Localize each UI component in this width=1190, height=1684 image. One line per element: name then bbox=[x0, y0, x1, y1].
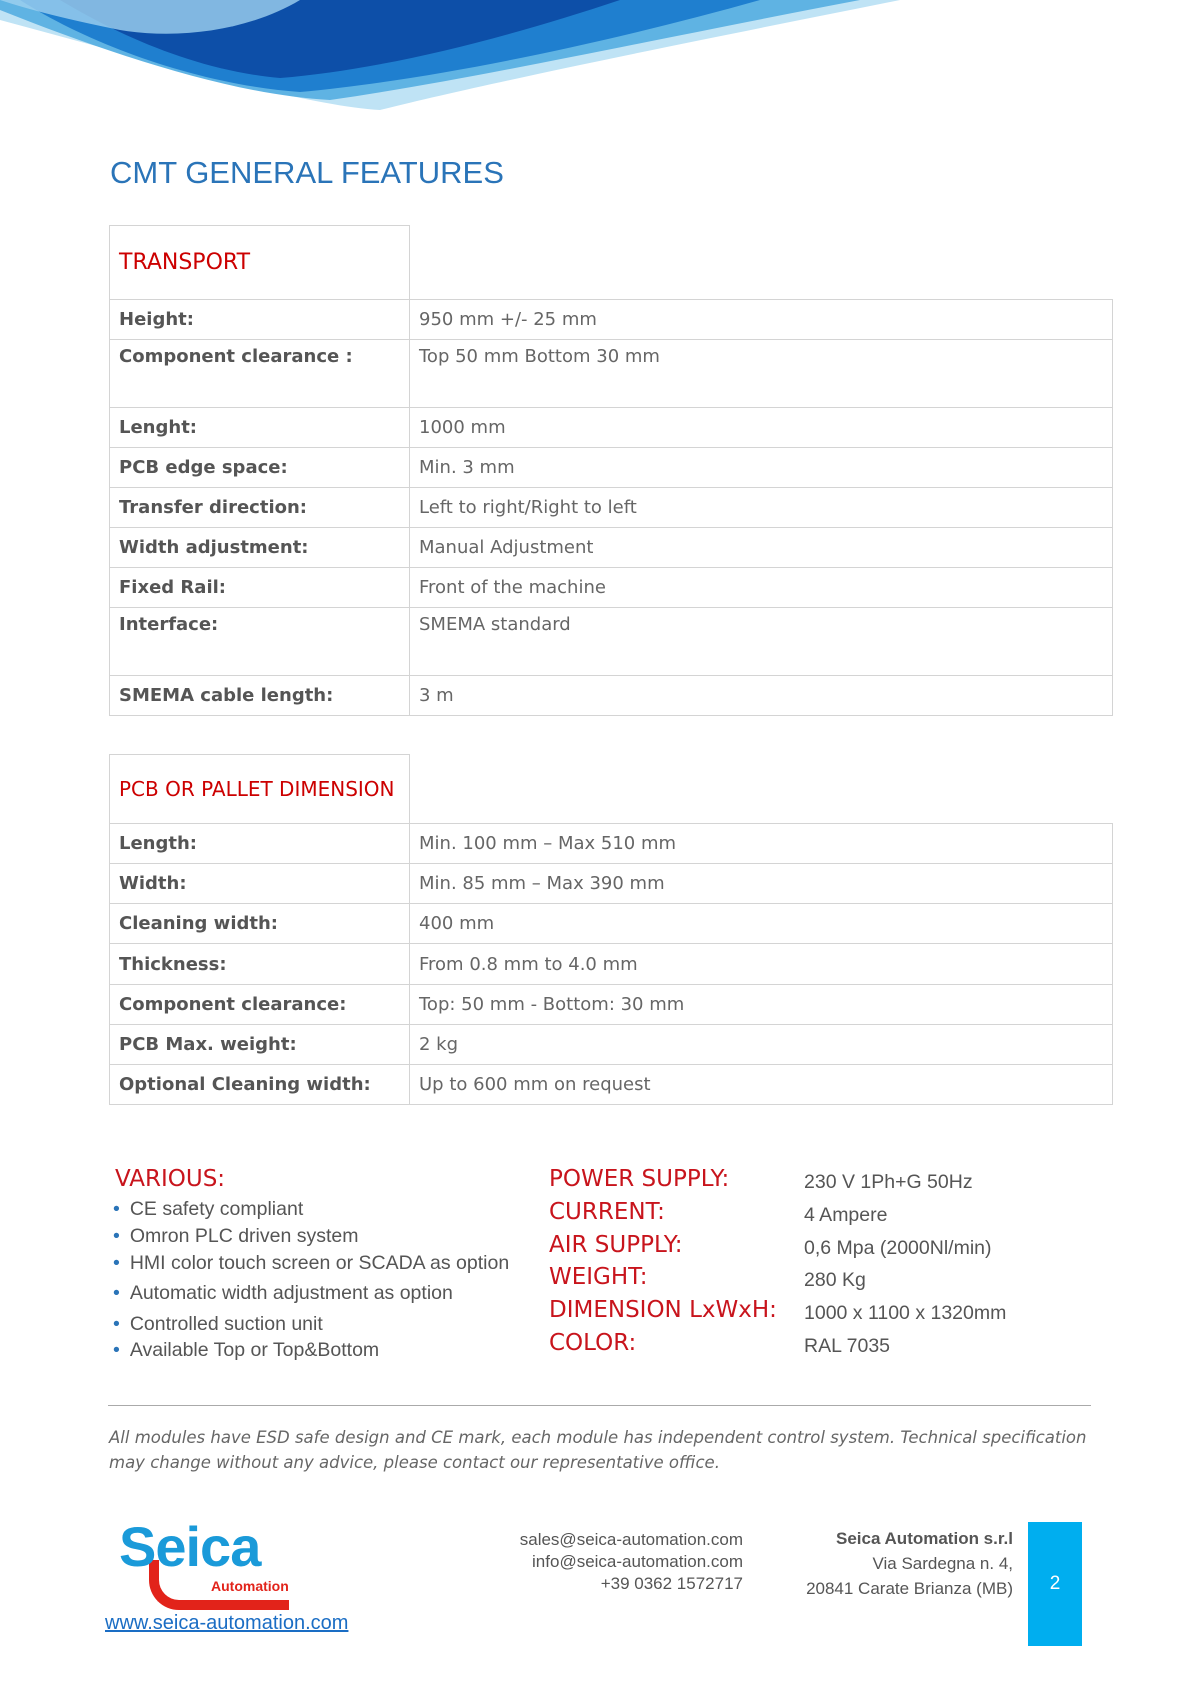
spec-label: POWER SUPPLY: bbox=[549, 1166, 730, 1192]
various-item: • CE safety compliant bbox=[113, 1198, 303, 1221]
table-row bbox=[110, 448, 1113, 488]
address-block bbox=[806, 1526, 1013, 1601]
row-value: 2 kg bbox=[410, 1025, 1113, 1065]
row-label: Component clearance : bbox=[110, 340, 410, 408]
spec-value: RAL 7035 bbox=[804, 1335, 891, 1357]
disclaimer-note: All modules have ESD safe design and CE mark, each module has independent control system. Technical specification may change without any advice, please contact our representative office. bbox=[109, 1428, 1087, 1472]
divider bbox=[108, 1405, 1091, 1406]
seica-logo: Seica Automation bbox=[119, 1520, 319, 1605]
spec-value: 230 V 1Ph+G 50Hz bbox=[804, 1171, 973, 1193]
sales-email[interactable]: sales@seica-automation.com bbox=[519, 1530, 743, 1549]
spec-label: CURRENT: bbox=[549, 1198, 665, 1225]
row-label: Component clearance: bbox=[110, 985, 410, 1025]
table-row bbox=[110, 300, 1113, 340]
table-row bbox=[110, 608, 1113, 676]
contact-block bbox=[520, 1529, 743, 1595]
row-value: Up to 600 mm on request bbox=[410, 1065, 1113, 1105]
spec-label: DIMENSION LxWxH: bbox=[549, 1297, 777, 1324]
spec-label: WEIGHT: bbox=[549, 1264, 648, 1291]
row-label: Height: bbox=[110, 300, 410, 340]
row-label: Transfer direction: bbox=[110, 488, 410, 528]
page-title: CMT GENERAL FEATURES bbox=[110, 155, 504, 190]
table-row bbox=[110, 408, 1113, 448]
table-row bbox=[110, 568, 1113, 608]
row-value: 950 mm +/- 25 mm bbox=[410, 300, 1113, 340]
row-label: PCB edge space: bbox=[110, 448, 410, 488]
spec-value: 4 Ampere bbox=[804, 1203, 888, 1226]
table-row bbox=[110, 340, 1113, 408]
table-row bbox=[110, 985, 1113, 1025]
row-label: Lenght: bbox=[110, 408, 410, 448]
table-row bbox=[110, 488, 1113, 528]
address-line: 20841 Carate Brianza (MB) bbox=[806, 1579, 1013, 1598]
table-row bbox=[110, 676, 1113, 716]
row-label: SMEMA cable length: bbox=[110, 676, 410, 716]
info-email[interactable]: info@seica-automation.com bbox=[532, 1552, 743, 1571]
spec-value: 1000 x 1100 x 1320mm bbox=[804, 1302, 1007, 1325]
various-item: • Available Top or Top&Bottom bbox=[113, 1339, 379, 1362]
phone: +39 0362 1572717 bbox=[600, 1574, 743, 1593]
table-row bbox=[110, 904, 1113, 944]
row-value: Top: 50 mm - Bottom: 30 mm bbox=[410, 985, 1113, 1025]
row-value: Min. 3 mm bbox=[410, 448, 1113, 488]
row-value: Top 50 mm Bottom 30 mm bbox=[410, 340, 1113, 408]
table-row bbox=[110, 824, 1113, 864]
table-row bbox=[110, 944, 1113, 985]
row-value: Min. 100 mm – Max 510 mm bbox=[410, 824, 1113, 864]
transport-heading: TRANSPORT bbox=[110, 226, 410, 300]
row-value: 1000 mm bbox=[410, 408, 1113, 448]
various-item: • HMI color touch screen or SCADA as option bbox=[113, 1252, 509, 1275]
row-value: Left to right/Right to left bbox=[410, 488, 1113, 528]
address-line: Via Sardegna n. 4, bbox=[872, 1554, 1013, 1573]
table-row bbox=[110, 1025, 1113, 1065]
row-label: Optional Cleaning width: bbox=[110, 1065, 410, 1105]
row-label: Interface: bbox=[110, 608, 410, 676]
company-name: Seica Automation s.r.l bbox=[836, 1529, 1013, 1548]
row-value: Manual Adjustment bbox=[410, 528, 1113, 568]
row-label: Width: bbox=[110, 864, 410, 904]
spec-label: COLOR: bbox=[549, 1330, 637, 1356]
pcb-heading: PCB OR PALLET DIMENSION bbox=[110, 755, 410, 824]
row-value: 400 mm bbox=[410, 904, 1113, 944]
row-value: Min. 85 mm – Max 390 mm bbox=[410, 864, 1113, 904]
table-row bbox=[110, 864, 1113, 904]
transport-table bbox=[109, 225, 1113, 716]
row-label: Thickness: bbox=[110, 944, 410, 985]
row-value: Front of the machine bbox=[410, 568, 1113, 608]
spec-value: 0,6 Mpa (2000Nl/min) bbox=[804, 1236, 992, 1259]
various-heading: VARIOUS: bbox=[115, 1166, 226, 1192]
pcb-dimension-table bbox=[109, 754, 1113, 1105]
row-value: SMEMA standard bbox=[410, 608, 1113, 676]
row-label: Cleaning width: bbox=[110, 904, 410, 944]
table-row bbox=[110, 1065, 1113, 1105]
various-item: • Automatic width adjustment as option bbox=[113, 1282, 453, 1305]
row-value: From 0.8 mm to 4.0 mm bbox=[410, 944, 1113, 985]
various-item: • Controlled suction unit bbox=[113, 1313, 323, 1336]
various-item: • Omron PLC driven system bbox=[113, 1225, 358, 1248]
row-label: PCB Max. weight: bbox=[110, 1025, 410, 1065]
row-label: Fixed Rail: bbox=[110, 568, 410, 608]
row-value: 3 m bbox=[410, 676, 1113, 716]
page-number: 2 bbox=[1028, 1522, 1082, 1646]
row-label: Length: bbox=[110, 824, 410, 864]
table-row bbox=[110, 528, 1113, 568]
row-label: Width adjustment: bbox=[110, 528, 410, 568]
spec-value: 280 Kg bbox=[804, 1269, 866, 1292]
header-wave-decoration bbox=[0, 0, 920, 115]
website-link[interactable]: www.seica-automation.com bbox=[105, 1612, 349, 1634]
spec-label: AIR SUPPLY: bbox=[549, 1231, 683, 1258]
